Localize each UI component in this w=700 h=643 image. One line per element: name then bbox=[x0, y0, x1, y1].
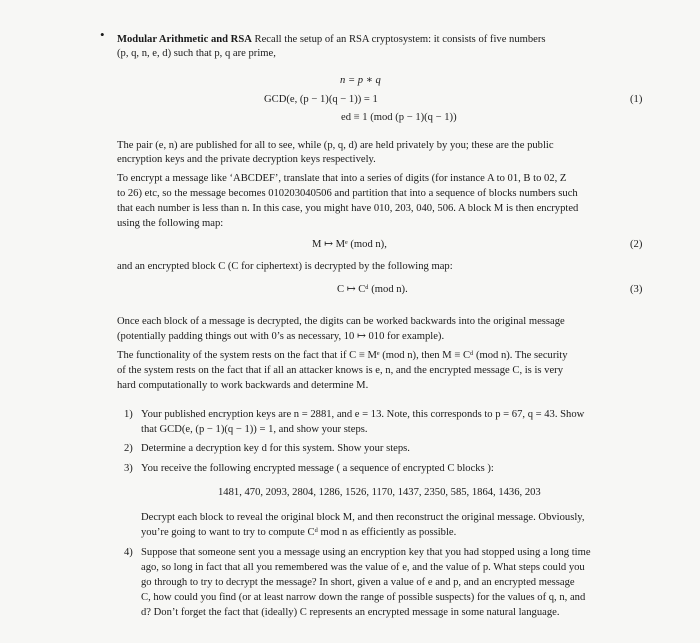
item-2-line-1: Determine a decryption key d for this system. Show your steps. bbox=[141, 443, 410, 454]
para-func-line-1: The functionality of the system rests on the fact that if C ≡ Mᵉ (mod n), then M ≡ Cᵈ (mod n). The security bbox=[117, 350, 568, 361]
equation-ed: ed ≡ 1 (mod (p − 1)(q − 1)) bbox=[341, 112, 457, 123]
para-pair-line-1: The pair (e, n) are published for all to see, while (p, q, d) are held privately by you; these are the public bbox=[117, 140, 554, 151]
item-3-after-line-2: you’re going to want to try to compute Cᵈ mod n as efficiently as possible. bbox=[141, 527, 457, 538]
equation-encrypt-map: M ↦ Mᵉ (mod n), bbox=[312, 239, 387, 250]
item-3-after-line-1: Decrypt each block to reveal the original block M, and then reconstruct the original message. Obviously, bbox=[141, 512, 585, 523]
item-4-line-4: C, how could you find (or at least narrow down the range of possible suspects) for the values of q, n, and bbox=[141, 592, 586, 603]
item-4-line-1: Suppose that someone sent you a message using an encryption key that you had stopped using a long time bbox=[141, 547, 591, 558]
section-intro-line-2: (p, q, n, e, d) such that p, q are prime, bbox=[117, 48, 276, 59]
equation-n: n = p ∗ q bbox=[340, 75, 381, 86]
bullet-icon: • bbox=[100, 27, 105, 42]
para-encrypt-line-2: to 26) etc, so the message becomes 010203040506 and partition that into a sequence of blocks numbers such bbox=[117, 188, 578, 199]
item-1-line-1: Your published encryption keys are n = 2881, and e = 13. Note, this corresponds to p = 67, q = 43. Show bbox=[141, 409, 585, 420]
item-1-line-2: that GCD(e, (p − 1)(q − 1)) = 1, and show your steps. bbox=[141, 424, 368, 435]
item-4-line-2: ago, so long in fact that all you remembered was the value of e, and the value of p. What steps could you bbox=[141, 562, 585, 573]
para-encrypt-line-3: that each number is less than n. In this case, you might have 010, 203, 040, 506. A block M is then encrypted bbox=[117, 203, 579, 214]
equation-gcd: GCD(e, (p − 1)(q − 1)) = 1 bbox=[264, 94, 378, 105]
section-intro-line-1: Modular Arithmetic and RSA Recall the setup of an RSA cryptosystem: it consists of five numbers bbox=[117, 34, 546, 45]
section-title: Modular Arithmetic and RSA bbox=[117, 34, 252, 45]
equation-number-3: (3) bbox=[630, 284, 643, 295]
equation-number-1: (1) bbox=[630, 94, 643, 105]
item-3-line-1: You receive the following encrypted message ( a sequence of encrypted C blocks ): bbox=[141, 463, 494, 474]
para-encrypt-line-1: To encrypt a message like ‘ABCDEF’, translate that into a series of digits (for instance A to 01, B to 02, Z bbox=[117, 173, 567, 184]
equation-decrypt-map: C ↦ Cᵈ (mod n). bbox=[337, 284, 408, 295]
item-1-number: 1) bbox=[124, 409, 133, 420]
item-2-number: 2) bbox=[124, 443, 133, 454]
para-encrypt-line-4: using the following map: bbox=[117, 218, 224, 229]
para-once-line-1: Once each block of a message is decrypted, the digits can be worked backwards into the original message bbox=[117, 316, 565, 327]
para-once-line-2: (potentially padding things out with 0’s as necessary, 10 ↦ 010 for example). bbox=[117, 331, 445, 342]
item-4-line-3: go through to try to decrypt the message? In short, given a value of e and p, and an encrypted message bbox=[141, 577, 575, 588]
item-4-number: 4) bbox=[124, 547, 133, 558]
item-3-ciphertext-sequence: 1481, 470, 2093, 2804, 1286, 1526, 1170, 1437, 2350, 585, 1864, 1436, 203 bbox=[218, 487, 541, 498]
para-decrypt: and an encrypted block C (C for ciphertext) is decrypted by the following map: bbox=[117, 261, 453, 272]
para-pair-line-2: encryption keys and the private decryption keys respectively. bbox=[117, 154, 376, 165]
para-func-line-3: hard computationally to work backwards and determine M. bbox=[117, 380, 369, 391]
para-func-line-2: of the system rests on the fact that if all an attacker knows is e, n, and the encrypted message C, is is very bbox=[117, 365, 563, 376]
item-3-number: 3) bbox=[124, 463, 133, 474]
equation-number-2: (2) bbox=[630, 239, 643, 250]
item-4-line-5: d? Don’t forget the fact that (ideally) C represents an encrypted message in some natural language. bbox=[141, 607, 560, 618]
